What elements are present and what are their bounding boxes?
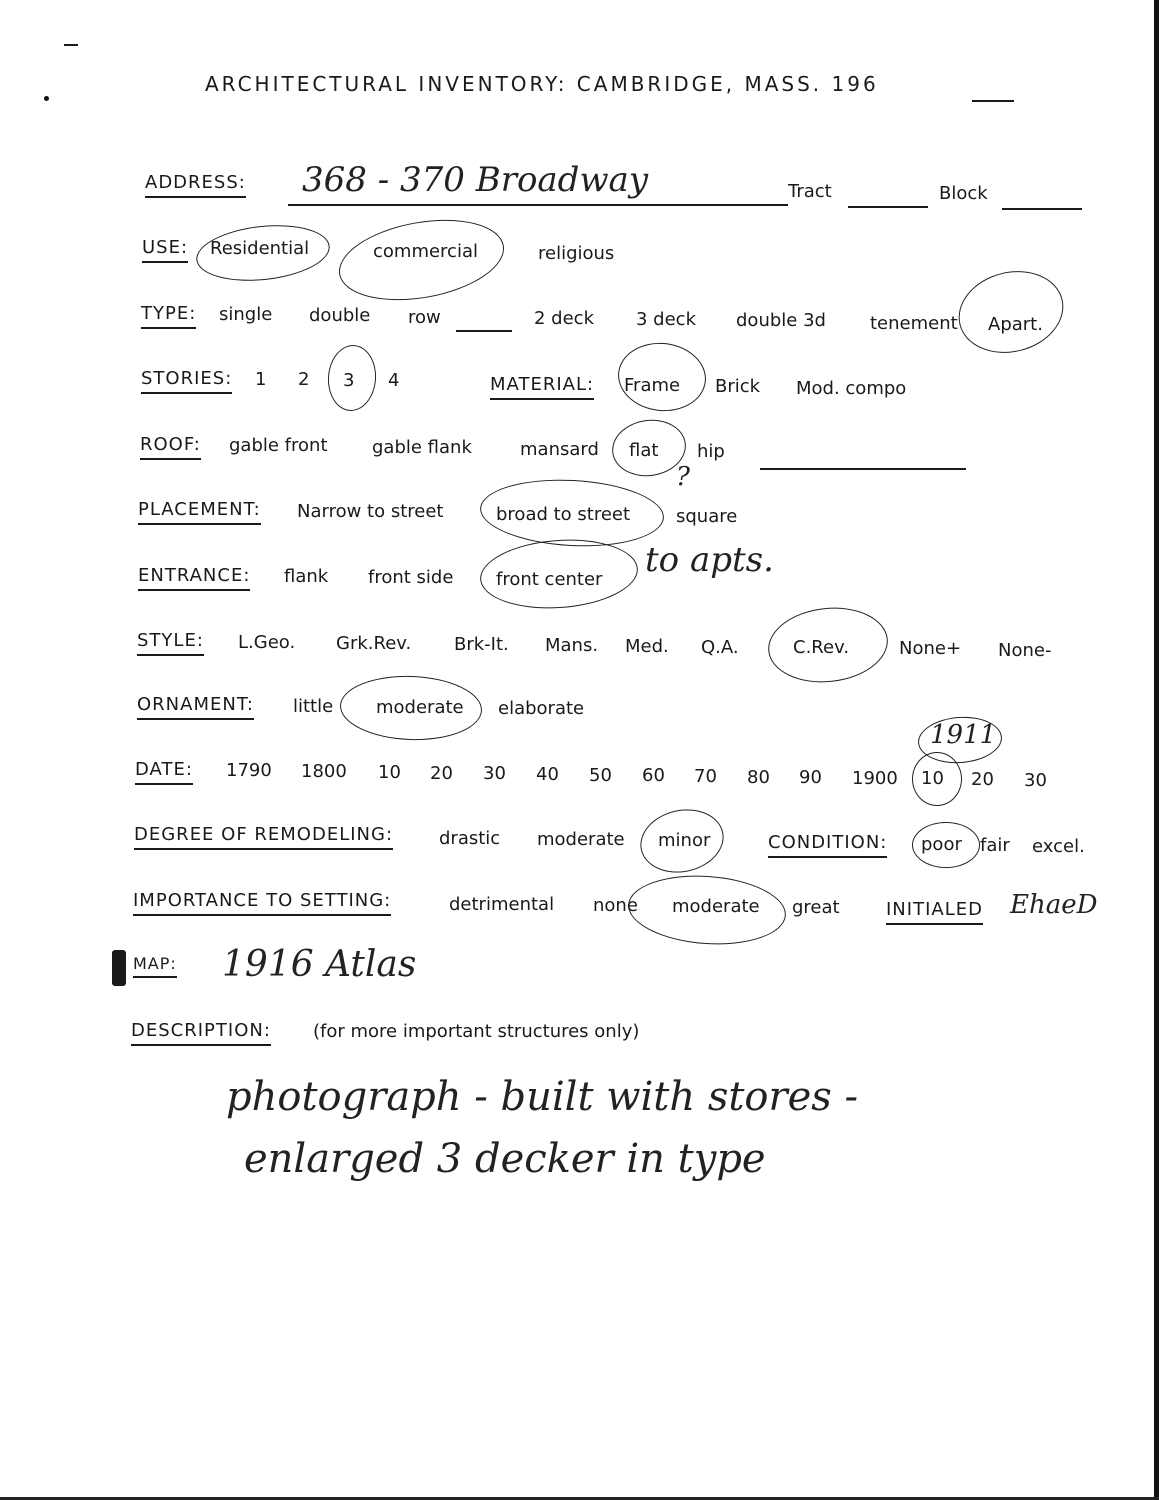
style-option-brk-it: Brk-It. — [454, 634, 509, 655]
entrance-option-front-center: front center — [496, 569, 603, 590]
tract-label: Tract — [788, 181, 832, 202]
date-note: 1911 — [930, 720, 997, 750]
date-option-1790: 1790 — [226, 760, 272, 781]
block-label: Block — [939, 183, 988, 204]
material-option-mod-compo: Mod. compo — [796, 378, 907, 399]
query-mark: ? — [676, 462, 690, 492]
date-option-1920: 20 — [971, 769, 994, 790]
description-hint: (for more important structures only) — [313, 1021, 640, 1042]
roof-option-gable-front: gable front — [229, 435, 328, 456]
use-option-residential: Residential — [210, 238, 310, 259]
style-option-mans: Mans. — [545, 635, 599, 656]
ink-smudge — [112, 950, 126, 986]
description-line-1: photograph - built with stores - — [226, 1074, 859, 1120]
style-option-q-a: Q.A. — [701, 637, 739, 658]
importance-label: IMPORTANCE TO SETTING: — [133, 890, 391, 916]
initialed-label: INITIALED — [886, 899, 983, 925]
remodeling-option-minor: minor — [658, 830, 711, 851]
selection-circle — [950, 260, 1072, 363]
address-line — [288, 204, 788, 206]
importance-option-moderate: moderate — [672, 896, 760, 917]
description-line-2: enlarged 3 decker in type — [244, 1136, 766, 1182]
date-option-1880: 80 — [747, 767, 770, 788]
stories-label: STORIES: — [141, 368, 232, 394]
style-label: STYLE: — [137, 630, 204, 656]
date-option-1810: 10 — [378, 762, 401, 783]
condition-label: CONDITION: — [768, 832, 887, 858]
roof-option-gable-flank: gable flank — [372, 437, 472, 458]
date-option-1820: 20 — [430, 763, 453, 784]
condition-option-fair: fair — [980, 835, 1010, 856]
placement-option-broad: broad to street — [496, 504, 631, 525]
style-option-none-plus: None+ — [899, 638, 962, 659]
address-label: ADDRESS: — [145, 172, 246, 198]
scan-edge-right — [1154, 0, 1159, 1500]
placement-label: PLACEMENT: — [138, 499, 261, 525]
date-option-1900: 1900 — [852, 768, 898, 789]
map-label: MAP: — [133, 954, 177, 978]
form-title: ARCHITECTURAL INVENTORY: CAMBRIDGE, MASS. 196 — [205, 72, 879, 96]
roof-blank — [760, 468, 966, 470]
year-blank — [972, 100, 1014, 102]
date-option-1800: 1800 — [301, 761, 347, 782]
type-option-tenement: tenement — [870, 313, 958, 334]
style-option-grk-rev: Grk.Rev. — [336, 633, 412, 654]
date-option-1860: 60 — [642, 765, 665, 786]
entrance-label: ENTRANCE: — [138, 565, 250, 591]
ornament-label: ORNAMENT: — [137, 694, 254, 720]
roof-option-mansard: mansard — [520, 439, 599, 460]
address-value: 368 - 370 Broadway — [302, 160, 649, 200]
remodeling-option-drastic: drastic — [439, 828, 501, 849]
date-option-1910: 10 — [921, 768, 944, 789]
type-option-double-3d: double 3d — [736, 310, 826, 331]
date-option-1930: 30 — [1024, 770, 1047, 791]
ornament-option-moderate: moderate — [376, 697, 464, 718]
date-option-1870: 70 — [694, 766, 717, 787]
entrance-option-flank: flank — [284, 566, 329, 587]
stories-option-4: 4 — [388, 370, 400, 391]
importance-option-detrimental: detrimental — [449, 894, 555, 915]
placement-option-square: square — [676, 506, 738, 527]
importance-option-great: great — [792, 897, 840, 918]
use-option-commercial: commercial — [373, 241, 478, 262]
tract-blank — [848, 206, 928, 208]
style-option-c-rev: C.Rev. — [793, 637, 850, 658]
initialed-value: EhaeD — [1010, 890, 1098, 920]
remodeling-option-moderate: moderate — [537, 829, 625, 850]
type-label: TYPE: — [141, 303, 196, 329]
entrance-option-front-side: front side — [368, 567, 454, 588]
stories-option-2: 2 — [298, 369, 310, 390]
date-option-1850: 50 — [589, 765, 612, 786]
type-option-double: double — [309, 305, 371, 326]
description-label: DESCRIPTION: — [131, 1020, 271, 1046]
remodeling-label: DEGREE OF REMODELING: — [134, 824, 393, 850]
stories-option-3: 3 — [343, 370, 355, 391]
condition-option-poor: poor — [921, 834, 962, 855]
date-label: DATE: — [135, 759, 193, 785]
material-option-frame: Frame — [624, 375, 681, 396]
style-option-med: Med. — [625, 636, 669, 657]
type-option-row: row — [408, 307, 441, 328]
style-option-l-geo: L.Geo. — [238, 632, 296, 653]
condition-option-excel: excel. — [1032, 836, 1085, 857]
ornament-option-little: little — [293, 696, 334, 717]
date-option-1840: 40 — [536, 764, 559, 785]
roof-label: ROOF: — [140, 434, 201, 460]
block-blank — [1002, 208, 1082, 210]
type-option-apart: Apart. — [988, 314, 1043, 335]
scan-speck — [44, 96, 49, 101]
date-option-1830: 30 — [483, 763, 506, 784]
scan-mark — [64, 44, 78, 46]
material-label: MATERIAL: — [490, 374, 594, 400]
entrance-note: to apts. — [645, 540, 774, 580]
style-option-none-minus: None- — [998, 640, 1052, 661]
roof-option-flat: flat — [629, 440, 659, 461]
material-option-brick: Brick — [715, 376, 761, 397]
map-value: 1916 Atlas — [222, 944, 417, 985]
type-option-single: single — [219, 304, 273, 325]
stories-option-1: 1 — [255, 369, 267, 390]
type-option-3-deck: 3 deck — [636, 309, 696, 330]
date-option-1890: 90 — [799, 767, 822, 788]
ornament-option-elaborate: elaborate — [498, 698, 585, 719]
importance-option-none: none — [593, 895, 638, 916]
row-blank — [456, 330, 512, 332]
use-label: USE: — [142, 237, 188, 263]
placement-option-narrow: Narrow to street — [297, 501, 444, 522]
roof-option-hip: hip — [697, 441, 725, 462]
type-option-2-deck: 2 deck — [534, 308, 594, 329]
use-option-religious: religious — [538, 243, 615, 264]
